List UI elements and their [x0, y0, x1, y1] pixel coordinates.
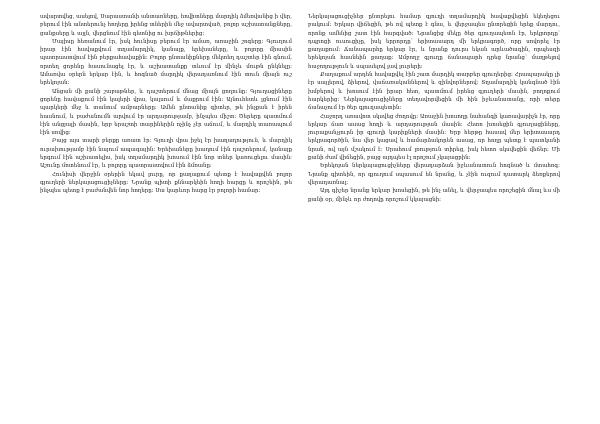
- paragraph: Մայիսը հեռանում էր, իսկ հունիսը բերում էր ամառ, առաջին շոգերը։ Գյուղում իրար էին հավաքվում տղամարդիկ, կանայք, երեխաները, և բոլորը միասին պատրաստվում էին բերքահավաքին։ Բոլոր ընտանիքները մեկտեղ դաշտեր էին գնում, որտեղ ցորենը հասունացել էր, և աշխատանքը տևում էր մինչև մութն ընկնելը։ Ամառվա օրերն երկար էին, և հոգնած մարդիկ վերադառնում էին տուն միայն ուշ երեկոյան։: [40, 38, 292, 87]
- right-text-column: [308, 13, 560, 421]
- left-text-column: [40, 13, 292, 421]
- paragraph: Հաջորդ առավոտ սկսվեց ժողովը։ Առաջին խոսողը նահանգի կառավարիչն էր, որը երկար ճառ ասաց հողի և արդարության մասին։ Հետո խոսեցին գյուղացիները, յուրաքանչյուրն իր գյուղի կարիքների մասին։ Երբ հերթը հասավ մեր երիտասարդ երկրագործին, նա վեր կացավ և համարձակորեն ասաց, որ հողը պետք է պատկանի նրան, ով այն մշակում է։ Սրահում լռություն տիրեց, իսկ հետո սկսվեցին վեճեր։ Մի քանի ժամ վիճեցին, բայց այդպես էլ որոշում չկայացրին։: [308, 113, 560, 162]
- paragraph: Հունիսի վերջին օրերին եկավ լուրը, որ քաղաքում պետք է հավաքվեն բոլոր գյուղերի ներկայացուցիչները։ Նրանք պիտի քննարկեին հողի հարցը և որոշեին, թե ինչպես պետք է բաժանվեն նոր հողերը։ Սա կարևոր հարց էր բոլորի համար։: [40, 171, 292, 195]
- paragraph: Անցան մի քանի շաբաթներ, և դաշտերում մնաց միայն ցողունը։ Գյուղացիները ցորենը հավաքում էին կալերի վրա, կալսում և մաքրում էին։ Այնուհետև լցնում էին պարկերի մեջ և տանում ամբարները։ Ամեն ընտանիք գիտեր, թե ինչքան է իրեն հասնում, և բաժանումն արվում էր արդարությամբ, ինչպես միշտ։ Ծերերը պատմում էին անցյալի մասին, երբ երաշտի տարիներին ոչինչ չէր աճում, և մարդիկ տառապում էին սովից։: [40, 88, 292, 137]
- paragraph: Բայց այս տարի բերքը առատ էր։ Գյուղի վրա իջել էր խաղաղություն, և մարդիկ ուրախությամբ էին նայում ապագային։ Երեխաները խաղում էին դաշտերում, կանայք երգում էին աշխատելիս, իսկ տղամարդիկ խոսում էին նոր տներ կառուցելու մասին։ Աշունը մոտենում էր, և բոլորը պատրաստվում էին ձմռանը։: [40, 138, 292, 170]
- paragraph: Ներկայացուցիչներ ընտրելու համար գյուղի տղամարդիկ հավաքվեցին եկեղեցու բակում։ Երկար վիճեցին, թե ով պետք է գնա, և վերջապես ընտրեցին երեք մարդու, որոնք ամենից շատ էին հարգված։ Նրանցից մեկը ծեր գյուղապետն էր, երկրորդը՝ դպրոցի ուսուցիչը, իսկ երրորդը՝ երիտասարդ մի երկրագործ, որը սովորել էր քաղաքում։ Ճանապարհը երկար էր, և նրանք դուրս եկան արևածագին, որպեսզի երեկոյան հասնեին քաղաք։ Ամբողջ գյուղը ճանապարհ դրեց նրանց՝ մաղթելով հաջողություն և սպասելով լավ լուրերի։: [308, 14, 560, 70]
- paragraph: ավարտվեց, ասելով, Սարաստանի անտառները, հովիտները մարդիկ ձմեռվանից ի վեր, բերում էին անտերունչ հողերը իրենց տներին մեջ ավարտված, բոլոր աշխատանքները, ցանքսերը և այլն, վերցնում էին գետնից ու խրճիթներից։: [40, 14, 292, 37]
- paragraph: Քաղաքում արդեն հավաքվել էին շատ մարդիկ տարբեր գյուղերից։ Հրապարակը լի էր սայլերով, ձիերով, վաճառականներով և զինվորներով։ Տղամարդիկ կանգնած էին խմբերով և խոսում էին իրար հետ, պատմում իրենց գյուղերի մասին, բողոքում հարկերից։ Ներկայացուցիչները տեղավորվեցին մի հին իջևանատանը, որի տերը ճանաչում էր ծեր գյուղապետին։: [308, 72, 560, 112]
- paragraph: Երեկոյան ներկայացուցիչները վերադարձան իջևանատուն հոգնած և մտահոգ։ Նրանք գիտեին, որ գյուղում սպասում են նրանց, և չէին ուզում դատարկ ձեռքերով վերադառնալ։: [308, 163, 560, 186]
- paragraph: Այդ գիշեր նրանք երկար խոսեցին, թե ինչ անել, և վերջապես որոշեցին մնալ ևս մի քանի օր, մինչև որ ժողովը որոշում կկայացնի։: [308, 188, 560, 203]
